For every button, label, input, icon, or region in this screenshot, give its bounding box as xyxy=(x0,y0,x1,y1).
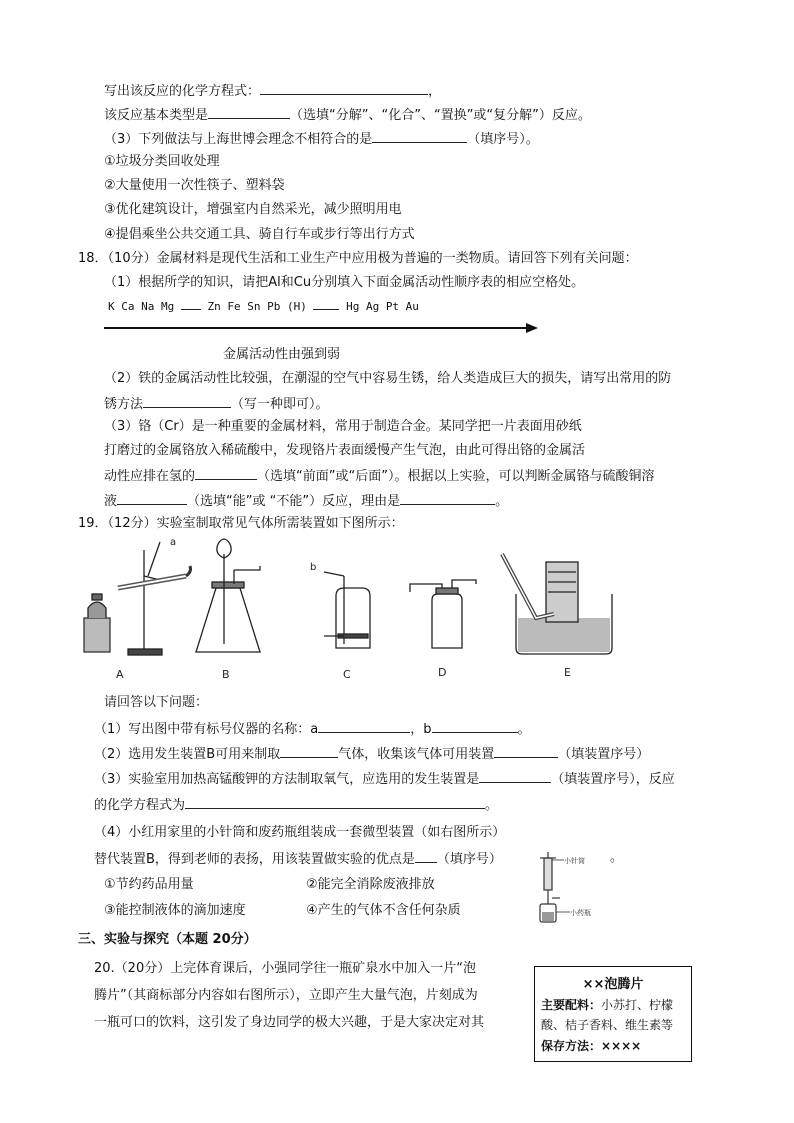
q19-option-2: ②能完全消除废液排放 xyxy=(306,877,435,892)
answer-blank[interactable] xyxy=(372,128,467,143)
answer-blank-cu[interactable] xyxy=(313,297,339,310)
answer-blank[interactable] xyxy=(432,718,518,733)
q17-type-line: 该反应基本类型是 （选填“分解”、“化合”、“置换”或“复分解”）反应。 xyxy=(104,104,591,126)
q19-part3-line2: 的化学方程式为 。 xyxy=(94,794,498,816)
answer-blank-al[interactable] xyxy=(181,297,201,310)
q19-part4-line1: （4）小红用家里的小针筒和废药瓶组装成一套微型装置（如右图所示） xyxy=(94,825,506,840)
q17-option-1: ①垃圾分类回收处理 xyxy=(104,154,220,169)
answer-blank[interactable] xyxy=(260,80,428,95)
series-group-2: Zn Fe Sn Pb (H) xyxy=(207,300,307,313)
series-group-1: K Ca Na Mg xyxy=(108,300,175,313)
q19-prompt: 请回答以下问题： xyxy=(104,695,209,710)
q20-line1: 20.（20分）上完体育课后，小强同学往一瓶矿泉水中加入一片“泡 xyxy=(94,961,476,976)
q19-part3-line1: （3）实验室用加热高锰酸钾的方法制取氧气，应选用的发生装置是 （填装置序号），反应 xyxy=(94,768,675,790)
q19-option-1: ①节约药品用量 xyxy=(104,877,194,892)
answer-blank[interactable] xyxy=(143,393,231,408)
label-C: C xyxy=(343,668,351,681)
series-group-3: Hg Ag Pt Au xyxy=(346,300,419,313)
activity-arrow xyxy=(104,320,538,336)
section-3-title: 三、实验与探究（本题 20分） xyxy=(78,932,257,947)
apparatus-a xyxy=(84,537,191,655)
q18-part3-line1: （3）铬（Cr）是一种重要的金属材料，常用于制造合金。某同学把一片表面用砂纸 xyxy=(104,419,582,434)
q18-part3-line2: 打磨过的金属铬放入稀硫酸中，发现铬片表面缓慢产生气泡，由此可得出铬的金属活 xyxy=(104,443,586,458)
q18-part3-line3: 动性应排在氢的 （选填“前面”或“后面”）。根据以上实验，可以判断金属铬与硫酸铜溶 xyxy=(104,465,654,487)
label-B: B xyxy=(222,668,230,681)
label-vial: 小药瓶 xyxy=(570,909,591,917)
answer-blank[interactable] xyxy=(117,490,187,505)
q17-part3-line: （3）下列做法与上海世博会理念不相符合的是 （填序号）。 xyxy=(104,128,539,150)
apparatus-d xyxy=(410,580,476,648)
q19-option-3: ③能控制液体的滴加速度 xyxy=(104,903,246,918)
product-storage: 保存方法：×××× xyxy=(541,1039,642,1053)
product-label-title: ××泡腾片 xyxy=(582,977,644,992)
answer-blank[interactable] xyxy=(400,490,495,505)
micro-device-figure xyxy=(530,852,610,924)
label-syringe: 小针筒 xyxy=(564,857,585,865)
q19-part2: （2）选用发生装置B可用来制取 气体，收集该气体可用装置 （填装置序号） xyxy=(94,743,649,765)
answer-blank[interactable] xyxy=(479,768,551,783)
q20-line3: 一瓶可口的饮料，这引发了身边同学的极大兴趣，于是大家决定对其 xyxy=(94,1015,485,1030)
activity-series xyxy=(108,297,419,317)
q19-part4-period: 。 xyxy=(610,850,624,865)
product-ingredients: 主要配料：小苏打、柠檬 酸、桔子香料、维生素等 xyxy=(541,998,674,1032)
label-D: D xyxy=(438,666,447,679)
answer-blank[interactable] xyxy=(494,743,558,758)
q17-option-2: ②大量使用一次性筷子、塑料袋 xyxy=(104,178,285,193)
q19-header: 19．（12分）实验室制取常见气体所需装置如下图所示： xyxy=(78,516,404,531)
arrow-label: 金属活动性由强到弱 xyxy=(223,347,341,362)
q17-equation-line: 写出该反应的化学方程式： ， xyxy=(104,80,441,102)
apparatus-figure xyxy=(78,536,618,684)
q19-option-4: ④产生的气体不含任何杂质 xyxy=(306,903,461,918)
apparatus-c xyxy=(310,562,370,648)
q19-part4-line2: 替代装置B，得到老师的表扬，用该装置做实验的优点是 （填序号） xyxy=(94,848,502,870)
answer-blank[interactable] xyxy=(208,104,290,119)
q18-part2-line1: （2）铁的金属活动性比较强，在潮湿的空气中容易生锈，给人类造成巨大的损失，请写出常用的防 xyxy=(104,371,672,386)
q17-option-3: ③优化建筑设计，增强室内自然采光，减少照明用电 xyxy=(104,202,402,217)
answer-blank[interactable] xyxy=(415,848,437,863)
answer-blank[interactable] xyxy=(195,465,257,480)
label-E: E xyxy=(564,666,571,679)
label-instrument-b: b xyxy=(310,562,317,573)
apparatus-e xyxy=(502,554,612,654)
answer-blank[interactable] xyxy=(318,718,410,733)
q19-part1: （1）写出图中带有标号仪器的名称：a ，b 。 xyxy=(94,718,531,740)
answer-blank[interactable] xyxy=(185,794,485,809)
product-label-box xyxy=(534,966,692,1062)
q20-line2: 腾片”（其商标部分内容如右图所示），立即产生大量气泡，片刻成为 xyxy=(94,988,478,1003)
q18-part2-line2: 锈方法 （写一种即可）。 xyxy=(104,393,329,415)
q18-part3-line4: 液 （选填“能”或 “不能”）反应，理由是 。 xyxy=(104,490,508,512)
q17-option-4: ④提倡乘坐公共交通工具、骑自行车或步行等出行方式 xyxy=(104,227,415,242)
label-A: A xyxy=(116,668,124,681)
label-instrument-a: a xyxy=(170,537,177,548)
apparatus-b xyxy=(196,539,260,652)
q18-header: 18．（10分）金属材料是现代生活和工业生产中应用极为普遍的一类物质。请回答下列有关问题： xyxy=(78,251,638,266)
answer-blank[interactable] xyxy=(280,743,338,758)
q18-part1: （1）根据所学的知识，请把Al和Cu分别填入下面金属活动性顺序表的相应空格处。 xyxy=(104,275,585,290)
